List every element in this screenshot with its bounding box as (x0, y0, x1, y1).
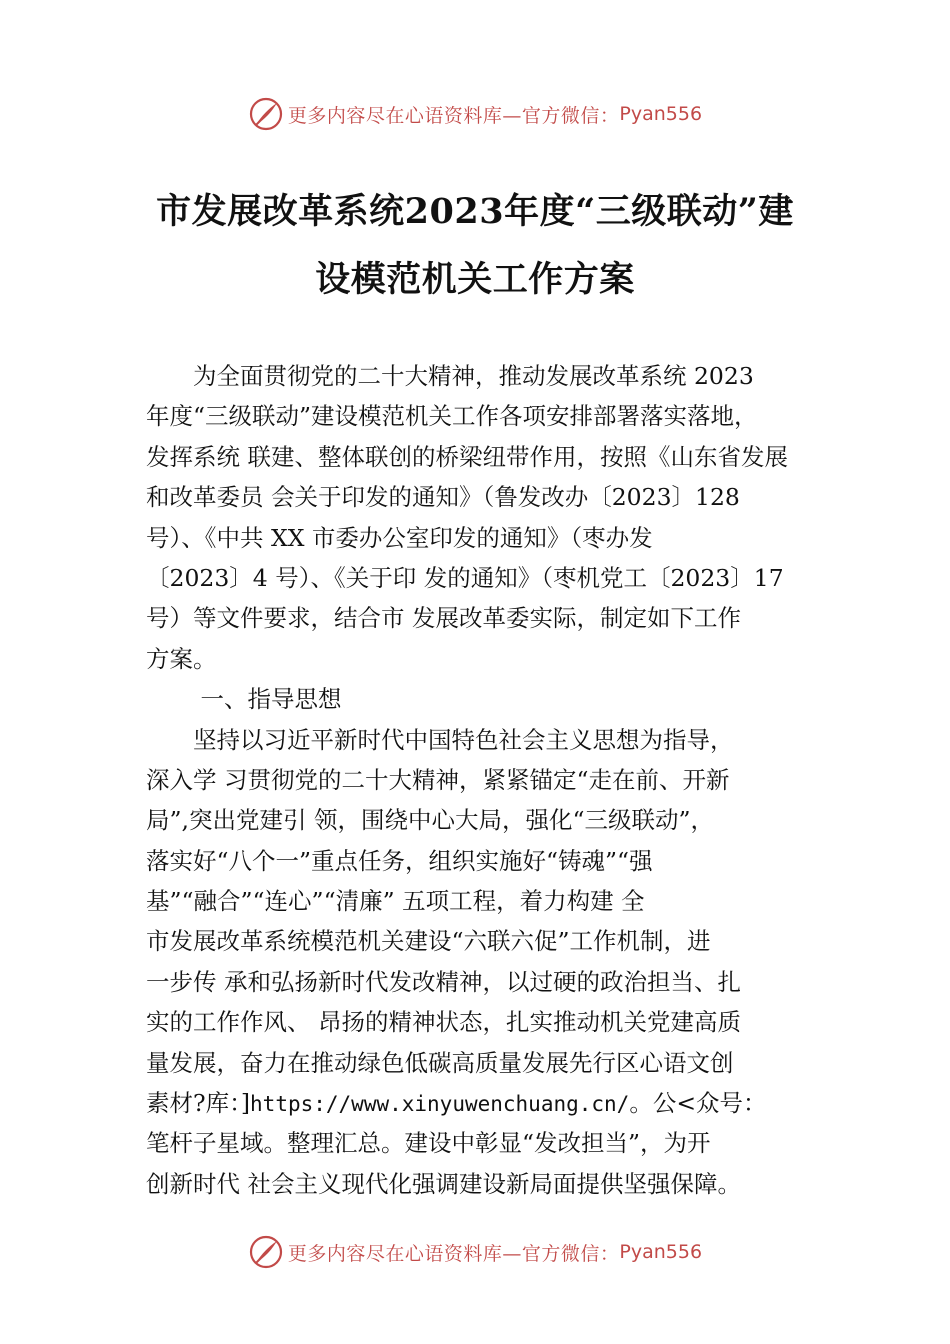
text-line: 深入学 习贯彻党的二十大精神，紧紧锚定“走在前、开新 (146, 765, 730, 794)
text-line: 市发展改革系统模范机关建设“六联六促”工作机制，进 (146, 927, 711, 956)
banner-text: 更多内容尽在心语资料库—官方微信： (287, 1242, 620, 1265)
text-line: 年度“三级联动”建设模范机关工作各项安排部署落实落地， (146, 402, 758, 431)
text-line: 局”,突出党建引 领，围绕中心大局，强化“三级联动”， (146, 806, 714, 835)
banner-text: 更多内容尽在心语资料库—官方微信： (287, 104, 620, 127)
text-line: 坚持以习近平新时代中国特色社会主义思想为指导， (146, 725, 734, 754)
title-line-2: 设模范机关工作方案 (315, 259, 635, 300)
text-line: 量发展，奋力在推动绿色低碳高质量发展先行区心语文创 (146, 1048, 734, 1077)
document-title (140, 178, 810, 314)
url-text: https://www.xinyuwenchuang.cn/ (250, 1092, 630, 1117)
text-line: 基”“融合”“连心”“清廉” 五项工程，着力构建 全 (146, 887, 645, 916)
title-line-1: 市发展改革系统2023年度“三级联动”建 (156, 191, 794, 232)
url-prefix-text: 素材?库：] (146, 1089, 251, 1118)
text-line: 号）、《中共 XX 市委办公室印发的通知》（枣办发 (146, 523, 653, 552)
banner-wechat-id: Pyan556 (619, 103, 703, 125)
text-line: 为全面贯彻党的二十大精神，推动发展改革系统 2023 (146, 362, 754, 390)
text-line: 〔2023〕4 号）、《关于印 发的通知》（枣机党工〔2023〕17 (146, 563, 784, 592)
url-suffix-text: 。公<众号： (629, 1089, 767, 1118)
text-line: 一步传 承和弘扬新时代发改精神，以过硬的政治担当、扎 (146, 967, 741, 996)
text-line: 号）等文件要求，结合市 发展改革委实际，制定如下工作 (146, 604, 741, 633)
quill-logo-icon (248, 1234, 284, 1270)
text-line: 发挥系统 联建、整体联创的桥梁纽带作用，按照《山东省发展 (146, 442, 788, 471)
footer-watermark-banner (0, 1232, 950, 1272)
text-line: 落实好“八个一”重点任务，组织实施好“铸魂”“强 (146, 846, 653, 875)
quill-logo-icon (248, 96, 284, 132)
text-line: 和改革委员 会关于印发的通知》（鲁发改办〔2023〕128 (146, 483, 740, 512)
text-line: 方案。 (146, 644, 217, 673)
document-body (146, 356, 818, 1204)
text-line: 实的工作作风、 昂扬的精神状态，扎实推动机关党建高质 (146, 1008, 741, 1037)
text-line-with-url (146, 1083, 818, 1123)
text-line: 创新时代 社会主义现代化强调建设新局面提供坚强保障。 (146, 1169, 741, 1198)
header-watermark-banner (0, 94, 950, 134)
section-heading: 一、指导思想 (146, 685, 342, 714)
text-line: 笔杆子星域。整理汇总。建设中彰显“发改担当”，为开 (146, 1129, 711, 1158)
banner-wechat-id: Pyan556 (619, 1241, 703, 1263)
